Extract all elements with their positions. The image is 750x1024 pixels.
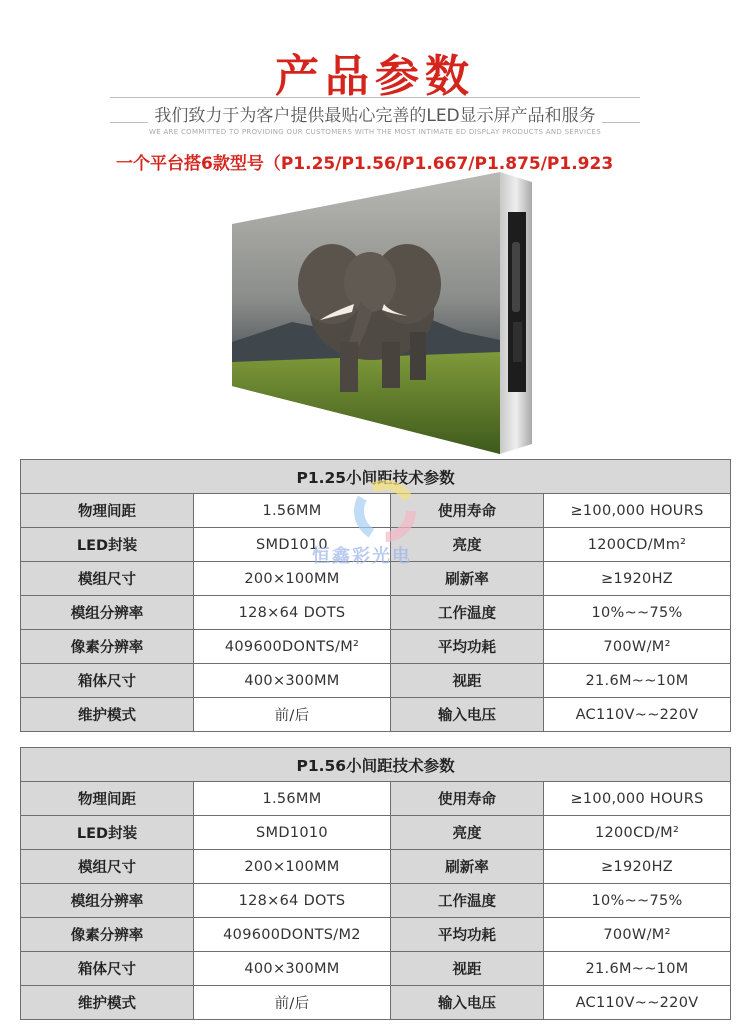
- param-label: 平均功耗: [391, 918, 544, 952]
- table-row: [21, 698, 731, 732]
- param-label: 输入电压: [391, 698, 544, 732]
- param-value: ≥100,000 HOURS: [544, 782, 731, 816]
- table-title: P1.25小间距技术参数: [21, 460, 731, 494]
- param-value: ≥1920HZ: [544, 850, 731, 884]
- table-row: [21, 884, 731, 918]
- param-value: 409600DONTS/M²: [194, 630, 391, 664]
- param-label: 模组分辨率: [21, 884, 194, 918]
- param-value: 400×300MM: [194, 952, 391, 986]
- param-label: 使用寿命: [391, 494, 544, 528]
- param-label: 使用寿命: [391, 782, 544, 816]
- param-label: 像素分辨率: [21, 630, 194, 664]
- param-label: 箱体尺寸: [21, 664, 194, 698]
- param-value: 128×64 DOTS: [194, 884, 391, 918]
- table-row: [21, 664, 731, 698]
- table-row: [21, 630, 731, 664]
- table-row: [21, 850, 731, 884]
- param-label: 视距: [391, 952, 544, 986]
- param-value: 700W/M²: [544, 630, 731, 664]
- param-label: 刷新率: [391, 850, 544, 884]
- param-value: 700W/M²: [544, 918, 731, 952]
- param-value: 1.56MM: [194, 782, 391, 816]
- param-label: 模组尺寸: [21, 562, 194, 596]
- page-title: 产品参数: [275, 51, 475, 102]
- param-label: 像素分辨率: [21, 918, 194, 952]
- param-label: 平均功耗: [391, 630, 544, 664]
- param-label: 模组尺寸: [21, 850, 194, 884]
- param-value: 128×64 DOTS: [194, 596, 391, 630]
- table-row: [21, 918, 731, 952]
- param-label: 输入电压: [391, 986, 544, 1020]
- subtitle-english: WE ARE COMMITTED TO PROVIDING OUR CUSTOMERS WITH THE MOST INTIMATE ED DISPLAY PRODUCTS AND SERVICES: [149, 128, 601, 136]
- param-value: AC110V~~220V: [544, 986, 731, 1020]
- param-value: ≥1920HZ: [544, 562, 731, 596]
- param-value: SMD1010: [194, 816, 391, 850]
- param-label: 工作温度: [391, 884, 544, 918]
- param-label: 模组分辨率: [21, 596, 194, 630]
- param-label: 箱体尺寸: [21, 952, 194, 986]
- led-cabinet-image: [232, 172, 532, 454]
- param-value: 10%~~75%: [544, 596, 731, 630]
- table-title: P1.56小间距技术参数: [21, 748, 731, 782]
- param-label: 刷新率: [391, 562, 544, 596]
- param-label: 物理间距: [21, 494, 194, 528]
- param-value: 1.56MM: [194, 494, 391, 528]
- table-row: [21, 986, 731, 1020]
- param-value: 前/后: [194, 986, 391, 1020]
- spec-table-p156: [20, 747, 731, 1020]
- param-value: 前/后: [194, 698, 391, 732]
- param-label: 维护模式: [21, 698, 194, 732]
- table-row: [21, 494, 731, 528]
- subtitle: [0, 101, 750, 126]
- table-row: [21, 596, 731, 630]
- param-value: 10%~~75%: [544, 884, 731, 918]
- param-label: 亮度: [391, 816, 544, 850]
- param-value: 200×100MM: [194, 562, 391, 596]
- param-value: ≥100,000 HOURS: [544, 494, 731, 528]
- param-label: 视距: [391, 664, 544, 698]
- param-label: 工作温度: [391, 596, 544, 630]
- param-value: 21.6M~~10M: [544, 664, 731, 698]
- param-label: LED封装: [21, 528, 194, 562]
- param-label: LED封装: [21, 816, 194, 850]
- param-value: 1200CD/Mm²: [544, 528, 731, 562]
- param-value: 21.6M~~10M: [544, 952, 731, 986]
- subtitle-text: 我们致力于为客户提供最贴心完善的LED显示屏产品和服务: [148, 106, 601, 126]
- param-value: 200×100MM: [194, 850, 391, 884]
- param-value: 409600DONTS/M2: [194, 918, 391, 952]
- table-row: [21, 782, 731, 816]
- watermark-text: 恒鑫彩光电: [312, 546, 412, 567]
- param-value: 400×300MM: [194, 664, 391, 698]
- param-value: AC110V~~220V: [544, 698, 731, 732]
- table-row: [21, 952, 731, 986]
- spec-table-p125: [20, 459, 731, 732]
- param-label: 亮度: [391, 528, 544, 562]
- param-label: 维护模式: [21, 986, 194, 1020]
- param-value: 1200CD/M²: [544, 816, 731, 850]
- table-row: [21, 816, 731, 850]
- models-line: 一个平台搭6款型号（P1.25/P1.56/P1.667/P1.875/P1.923: [116, 154, 614, 174]
- param-label: 物理间距: [21, 782, 194, 816]
- param-value: SMD1010: [194, 528, 391, 562]
